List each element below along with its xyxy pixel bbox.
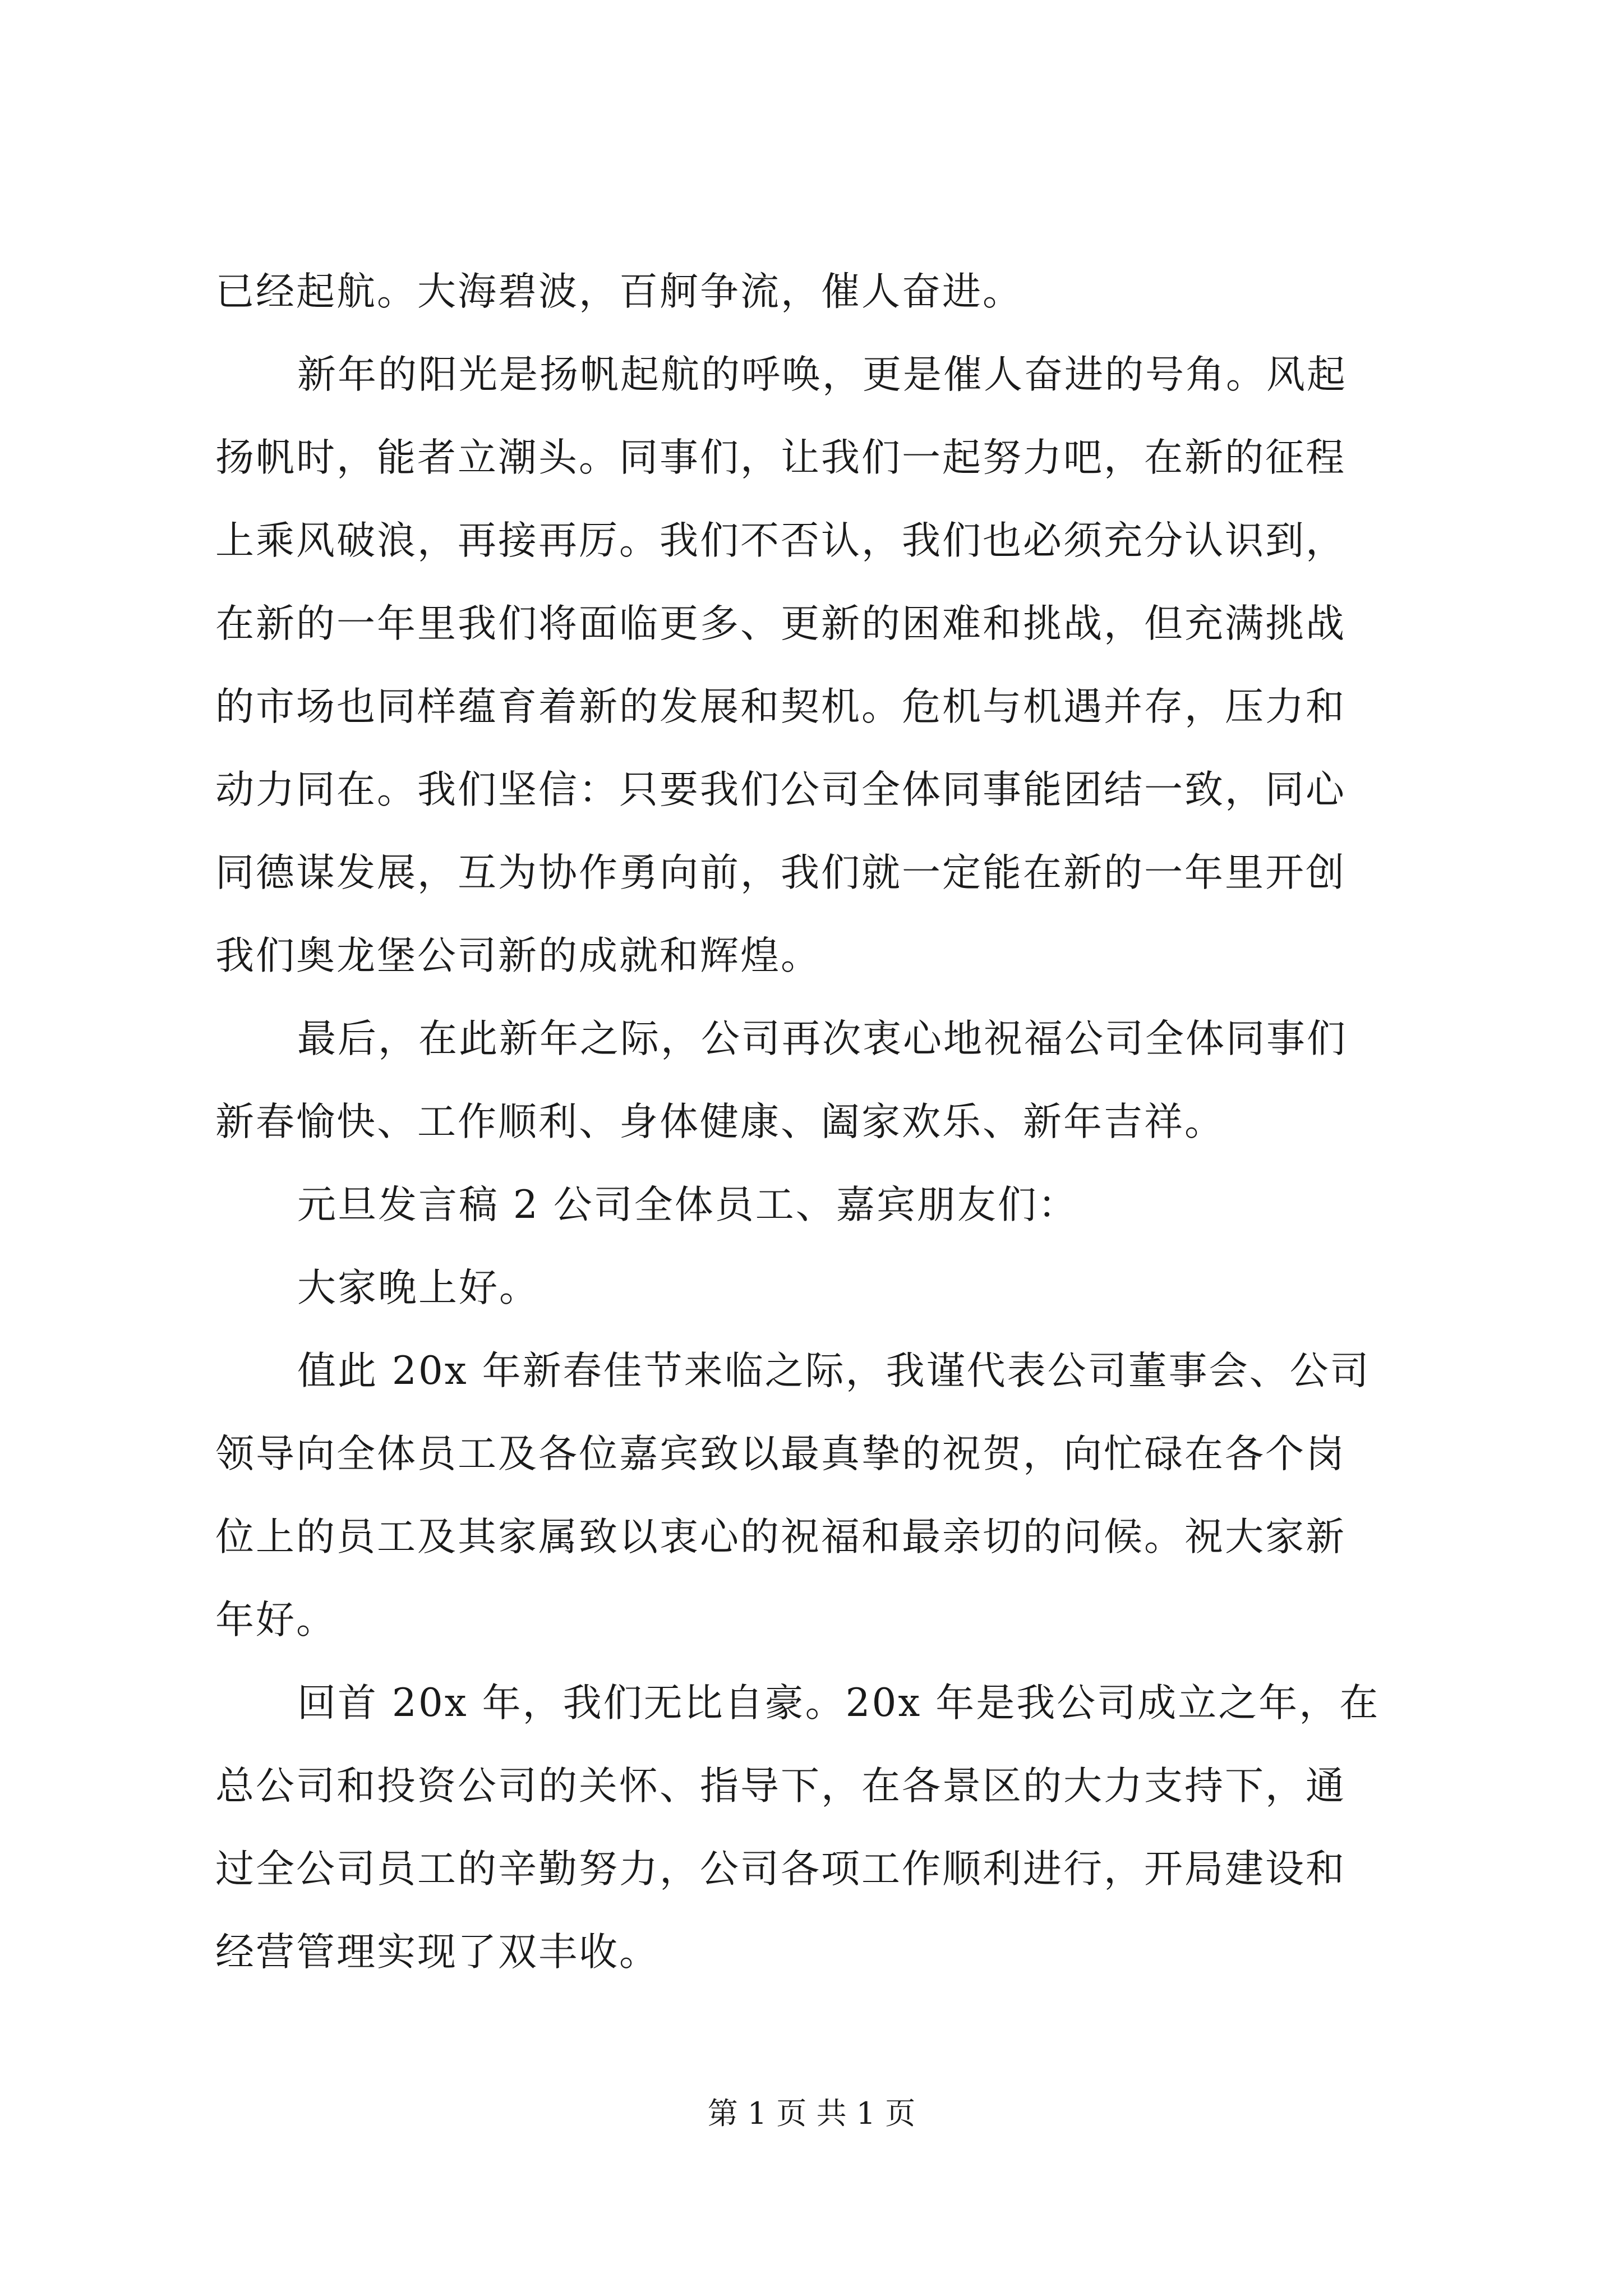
text-line: 动力同在。我们坚信：只要我们公司全体同事能团结一致，同心 (215, 767, 1346, 812)
paragraph-first-line: 回首 20x 年，我们无比自豪。20x 年是我公司成立之年，在 (297, 1681, 1380, 1726)
text-line: 位上的员工及其家属致以衷心的祝福和最亲切的问候。祝大家新 (215, 1515, 1346, 1559)
document-body (215, 250, 1427, 1994)
text-line: 上乘风破浪，再接再厉。我们不否认，我们也必须充分认识到， (215, 518, 1346, 563)
text-line: 已经起航。大海碧波，百舸争流，催人奋进。 (215, 269, 1023, 314)
text-line: 总公司和投资公司的关怀、指导下，在各景区的大力支持下，通 (215, 1764, 1346, 1809)
greeting-line: 大家晚上好。 (297, 1266, 540, 1310)
text-line: 扬帆时，能者立潮头。同事们，让我们一起努力吧，在新的征程 (215, 435, 1346, 480)
text-line: 新春愉快、工作顺利、身体健康、阖家欢乐、新年吉祥。 (215, 1099, 1225, 1144)
text-line: 在新的一年里我们将面临更多、更新的困难和挑战，但充满挑战 (215, 601, 1346, 646)
section-heading: 元旦发言稿 2 公司全体员工、嘉宾朋友们： (297, 1182, 1078, 1227)
paragraph-first-line: 值此 20x 年新春佳节来临之际，我谨代表公司董事会、公司 (297, 1349, 1371, 1393)
text-line: 领导向全体员工及各位嘉宾致以最真挚的祝贺，向忙碌在各个岗 (215, 1432, 1346, 1476)
text-line: 过全公司员工的辛勤努力，公司各项工作顺利进行，开局建设和 (215, 1847, 1346, 1892)
text-line: 年好。 (215, 1598, 336, 1642)
paragraph-first-line: 新年的阳光是扬帆起航的呼唤，更是催人奋进的号角。风起 (297, 352, 1347, 397)
text-line: 我们奥龙堡公司新的成就和辉煌。 (215, 933, 821, 978)
text-line: 经营管理实现了双丰收。 (215, 1930, 660, 1975)
paragraph-first-line: 最后，在此新年之际，公司再次衷心地祝福公司全体同事们 (297, 1016, 1347, 1061)
text-line: 的市场也同样蕴育着新的发展和契机。危机与机遇并存，压力和 (215, 684, 1346, 729)
page-footer: 第 1 页 共 1 页 (707, 2096, 916, 2131)
text-line: 同德谋发展，互为协作勇向前，我们就一定能在新的一年里开创 (215, 850, 1346, 895)
